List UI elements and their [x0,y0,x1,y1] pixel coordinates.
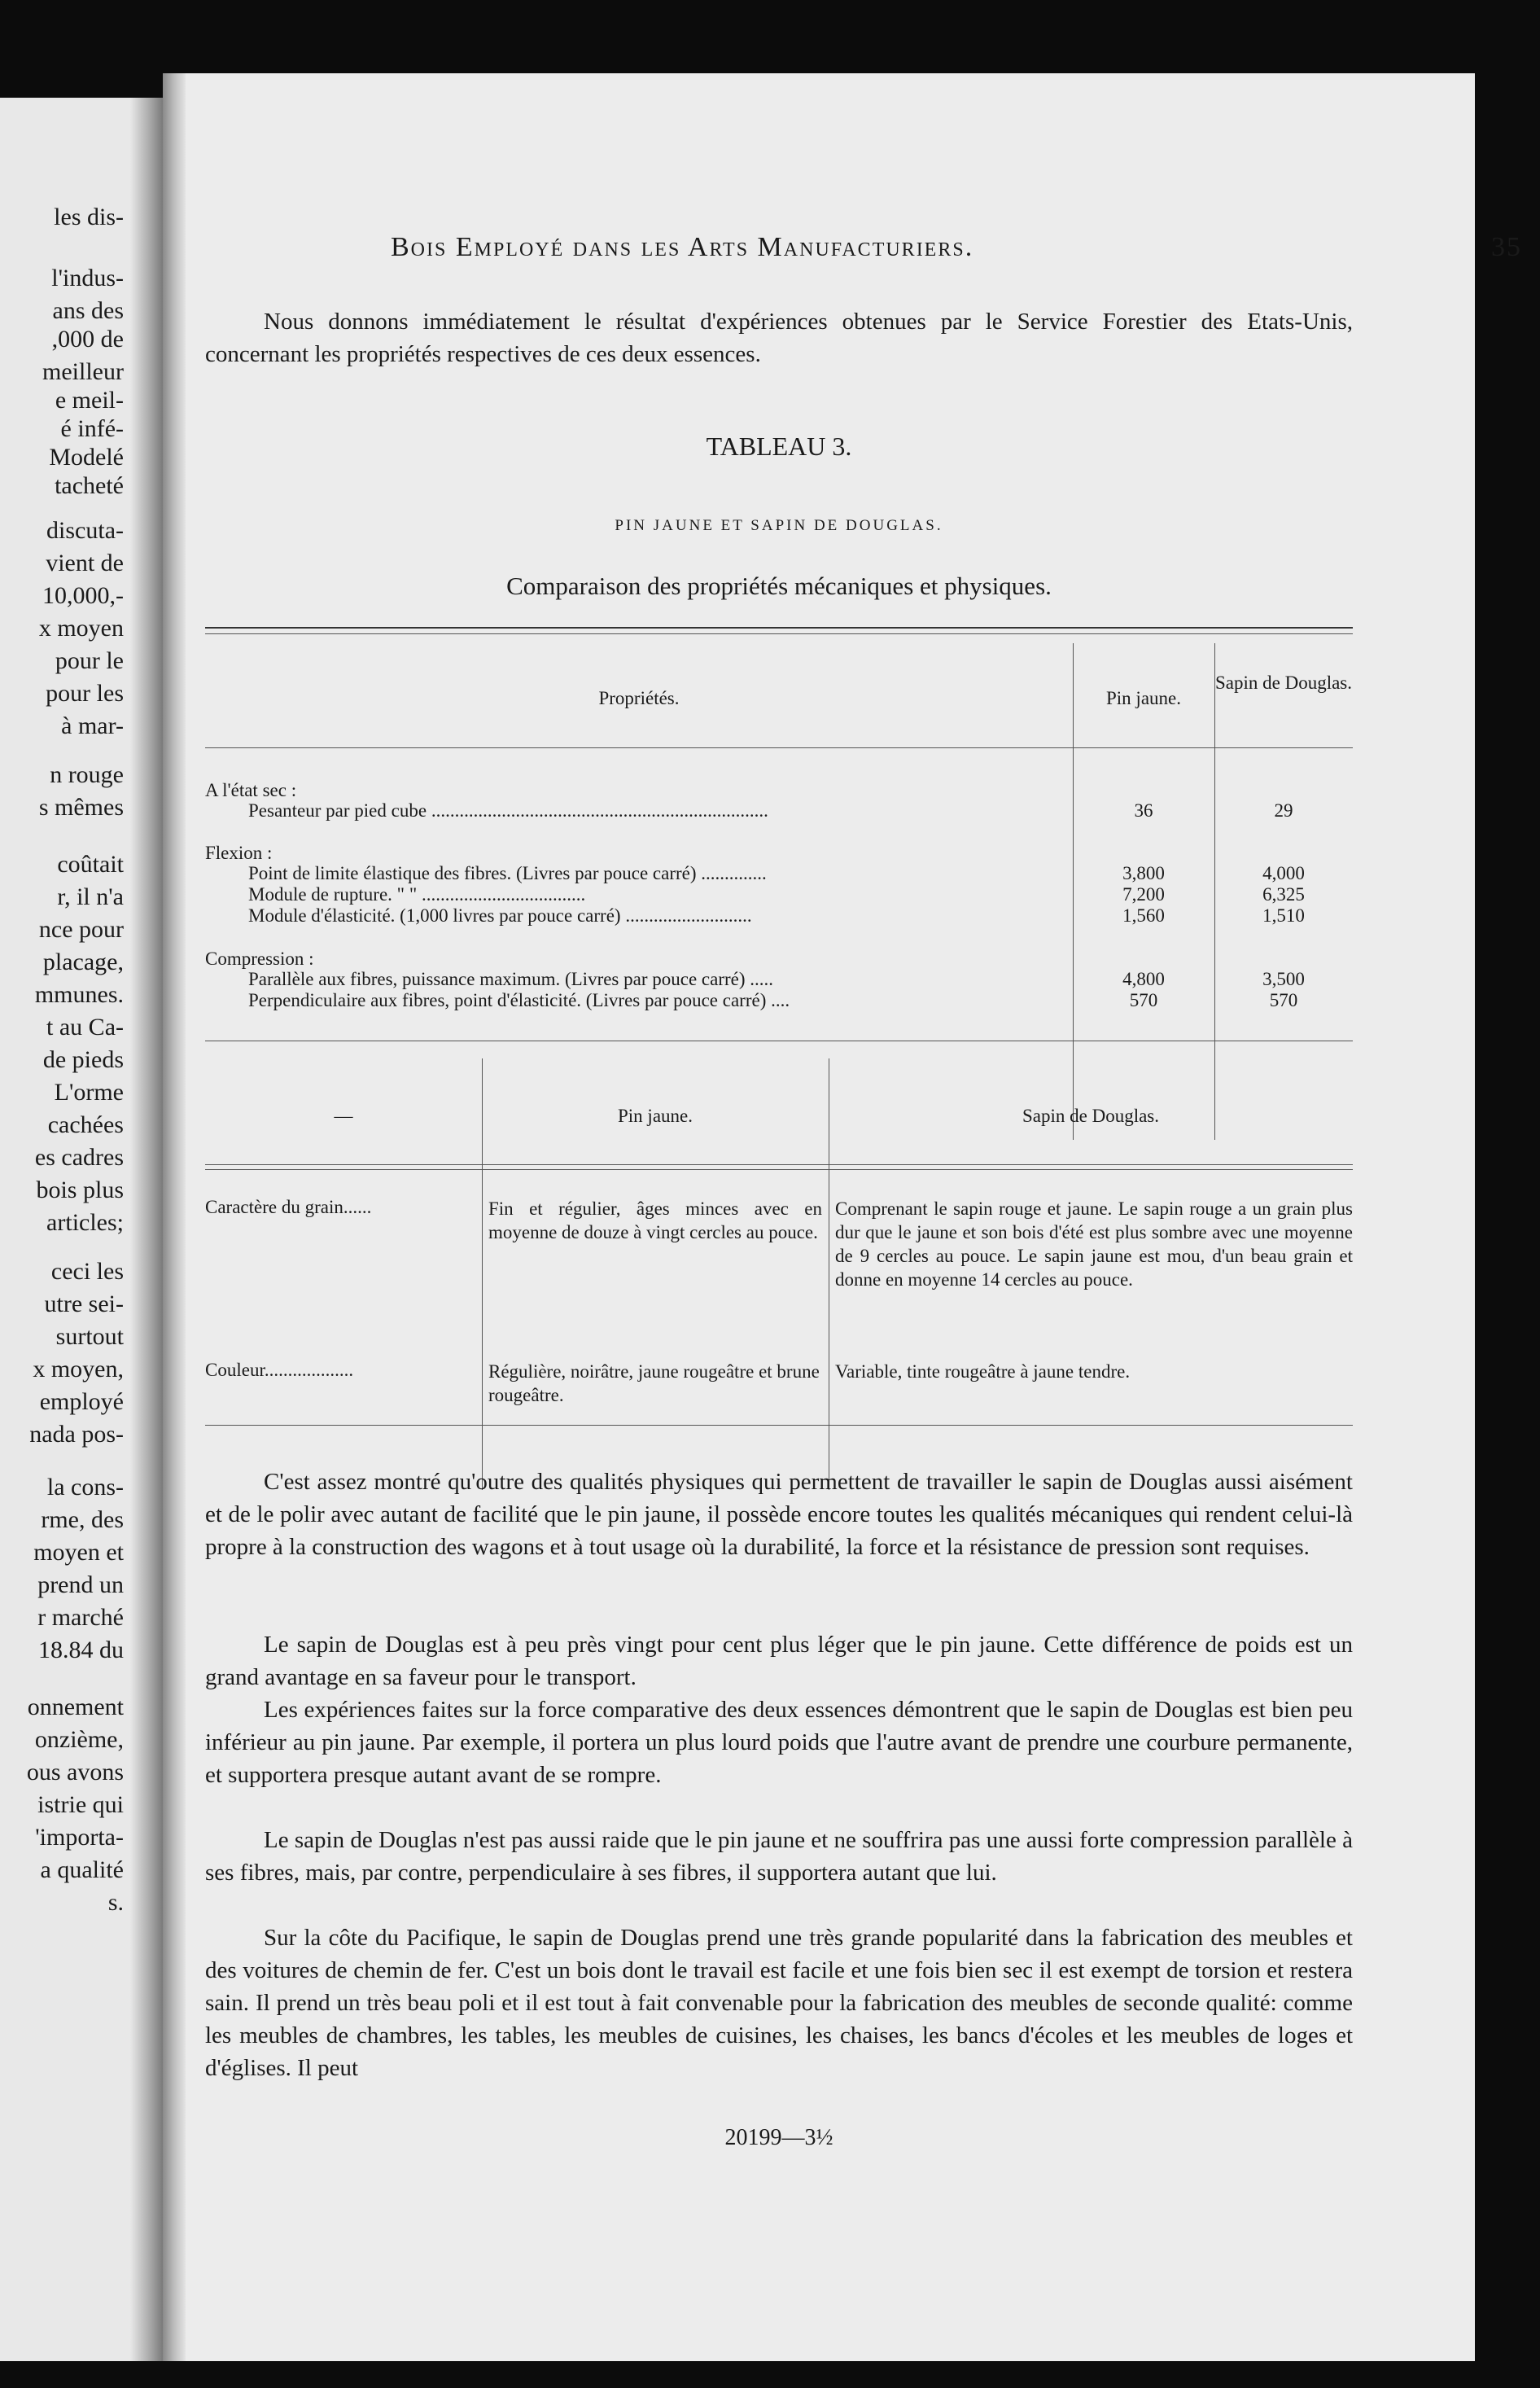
left-margin-line: ceci les [50,1258,124,1285]
footer-signature: 20199—3½ [724,2125,833,2150]
left-margin-line: cachées [47,1111,124,1138]
row-elasticity-pin: 1,560 [1122,905,1165,926]
left-margin-line: discuta- [46,517,124,544]
left-margin-line: placage, [42,949,124,975]
table1-header-sapin-text: Sapin de Douglas. [1214,673,1352,693]
paragraph-1: C'est assez montré qu'outre des qualités physiques qui permettent de travailler le sapin de Douglas aussi aisément et de le polir avec autant de facilité que le pin jaune, il possède encore toutes les qualités mécaniques qui rendent celui-là propre à la construction des wagons et à tout usage où la durabilité, la force et la résistance de pression sont requises. [205,1469,1353,1560]
left-margin-line: surtout [55,1323,124,1350]
left-margin-line: istrie qui [37,1791,124,1818]
row-color-label: Couleur................... [205,1360,354,1380]
left-margin-line: x moyen, [33,1356,124,1382]
left-margin-line: 18.84 du [38,1637,124,1663]
row-grain-pin: Fin et régulier, âges minces avec en moyenne de douze à vingt cercles au pouce. [488,1198,822,1242]
left-margin-line: articles; [46,1209,124,1236]
left-margin-line: x moyen [38,615,124,642]
row-elastic-limit-pin: 3,800 [1122,863,1165,883]
left-margin-line: nada pos- [29,1421,124,1448]
row-grain-sapin: Comprenant le sapin rouge et jaune. Le sapin rouge a un grain plus dur que le jaune et son bois d'été est plus sombre avec une moyenne de 9 cercles au pouce. Le sapin jaune est mou, d'un beau grain et donne en moyenne 14 cercles au pouce. [835,1198,1353,1290]
left-margin-line: é infé- [60,415,124,442]
left-margin-line: e meil- [55,387,124,414]
row-grain-label: Caractère du grain...... [205,1197,372,1217]
row-perpendicular: Perpendiculaire aux fibres, point d'élasticité. (Livres par pouce carré) .... [248,990,790,1010]
left-margin-line: la cons- [46,1474,124,1501]
left-margin-line: ans des [52,297,124,324]
row-elastic-limit: Point de limite élastique des fibres. (Livres par pouce carré) .............. [248,863,767,883]
left-margin-line: l'indus- [51,265,124,291]
table1-top-rule-2 [205,633,1353,634]
row-perpendicular-sapin: 570 [1269,990,1298,1010]
table2-header-pin: Pin jaune. [618,1106,693,1126]
left-margin-line: prend un [37,1571,124,1598]
left-facing-page [0,98,163,2361]
paragraph-2: Le sapin de Douglas est à peu près vingt pour cent plus léger que le pin jaune. Cette différence de poids est un grand avantage en sa faveur pour le transport. [205,1632,1353,1690]
row-perpendicular-pin: 570 [1129,990,1158,1010]
left-margin-line: pour les [46,680,124,707]
left-margin-line: L'orme [54,1079,124,1106]
left-margin-line: tacheté [55,472,124,499]
running-header [391,232,1522,263]
intro-paragraph: Nous donnons immédiatement le résultat d'expériences obtenues par le Service Forestier des Etats-Unis, concernant les propriétés respectives de ces deux essences. [205,309,1353,367]
table2-bottom-rule [205,1425,1353,1426]
table-title: TABLEAU 3. [706,432,852,461]
left-margin-line: nce pour [38,916,124,943]
row-elastic-limit-sapin: 4,000 [1262,863,1305,883]
table2-header-rule [205,1164,1353,1165]
header-title: Bois Employé dans les Arts Manufacturiers. [391,232,974,262]
table1-header-rule [205,747,1353,748]
left-margin-line: les dis- [54,204,124,230]
row-density-pin: 36 [1134,800,1153,821]
section-label-flexion: Flexion : [205,843,273,863]
left-margin-line: de pieds [42,1046,124,1073]
table2-header-blank: — [334,1106,353,1126]
main-page [163,73,1522,2361]
left-margin-line: onzième, [34,1726,124,1753]
left-margin-line: moyen et [33,1539,124,1566]
page-number: 35 [1491,232,1522,262]
left-margin-line: Modelé [49,444,124,471]
table1-header-properties: Propriétés. [598,688,680,708]
table-caption: Comparaison des propriétés mécaniques et physiques. [506,572,1052,600]
left-margin-line: n rouge [50,761,124,788]
left-margin-line: à mar- [61,712,124,739]
left-margin-line: mmunes. [34,981,124,1008]
row-parallel: Parallèle aux fibres, puissance maximum. (Livres par pouce carré) ..... [248,969,774,989]
left-margin-line: employé [39,1388,124,1415]
row-elasticity: Module d'élasticité. (1,000 livres par pouce carré) ........................... [248,905,752,926]
left-margin-line: ous avons [26,1759,124,1786]
left-margin-line: coûtait [57,851,124,878]
left-margin-line: vient de [46,550,124,576]
row-parallel-sapin: 3,500 [1262,969,1305,989]
row-density: Pesanteur par pied cube ........................................................................ [248,800,768,821]
table-subtitle: PIN JAUNE ET SAPIN DE DOUGLAS. [615,517,943,534]
left-margin-line: bois plus [36,1176,124,1203]
left-margin-line: es cadres [34,1144,124,1171]
left-margin-line: pour le [55,647,124,674]
left-margin-line: a qualité [40,1856,124,1883]
paragraph-5: Sur la côte du Pacifique, le sapin de Douglas prend une très grande popularité dans la fabrication des meubles et des voitures de chemin de fer. C'est un bois dont le travail est facile et une fois bien sec il est exempt de torsion et restera sain. Il prend un très beau poli et il est tout à fait convenable pour la fabrication des meubles de seconde qualité: comme les meubles de chambres, les tables, les meubles de cuisines, les chaises, les bancs d'écoles et les meubles de loges et d'églises. Il peut [205,1925,1353,2081]
row-parallel-pin: 4,800 [1122,969,1165,989]
page-gutter [130,98,163,2361]
left-margin-line: s mêmes [38,794,124,821]
row-rupture: Module de rupture. " " ................................... [248,884,586,905]
table1-header-sapin [1214,672,1353,694]
section-label-dry: A l'état sec : [205,780,297,800]
section-label-compression: Compression : [205,949,314,969]
left-margin-line: ,000 de [51,326,124,353]
table2-header-sapin: Sapin de Douglas. [1022,1106,1159,1126]
row-elasticity-sapin: 1,510 [1262,905,1305,926]
row-density-sapin: 29 [1274,800,1293,821]
row-color-pin: Régulière, noirâtre, jaune rougeâtre et brune rougeâtre. [488,1361,820,1405]
paragraph-4: Le sapin de Douglas n'est pas aussi raide que le pin jaune et ne souffrira pas une aussi forte compression parallèle à ses fibres, mais, par contre, perpendiculaire à ses fibres, il supportera autant que lui. [205,1827,1353,1886]
row-color-sapin: Variable, tinte rougeâtre à jaune tendre. [835,1361,1131,1382]
page-spine [163,73,186,2361]
table1-header-pin: Pin jaune. [1106,688,1181,708]
left-margin-line: 10,000,- [42,582,124,609]
left-margin-line: r, il n'a [57,883,124,910]
left-margin-line: r marché [37,1604,124,1631]
left-margin-line: rme, des [41,1506,124,1533]
table1-top-rule [205,627,1353,629]
left-margin-line: meilleur [42,358,124,385]
left-margin-line: t au Ca- [46,1014,124,1041]
table2-header-rule-2 [205,1169,1353,1170]
paragraph-3: Les expériences faites sur la force comparative des deux essences démontrent que le sapin de Douglas est bien peu inférieur au pin jaune. Par exemple, il portera un plus lourd poids que l'autre avant de prendre une courbure permanente, et supportera presque autant avant de se rompre. [205,1697,1353,1788]
left-margin-line: 'importa- [35,1824,124,1851]
left-margin-line: s. [107,1889,124,1916]
left-margin-line: utre sei- [44,1290,124,1317]
left-margin-line: onnement [27,1694,124,1720]
row-rupture-sapin: 6,325 [1262,884,1305,905]
row-rupture-pin: 7,200 [1122,884,1165,905]
